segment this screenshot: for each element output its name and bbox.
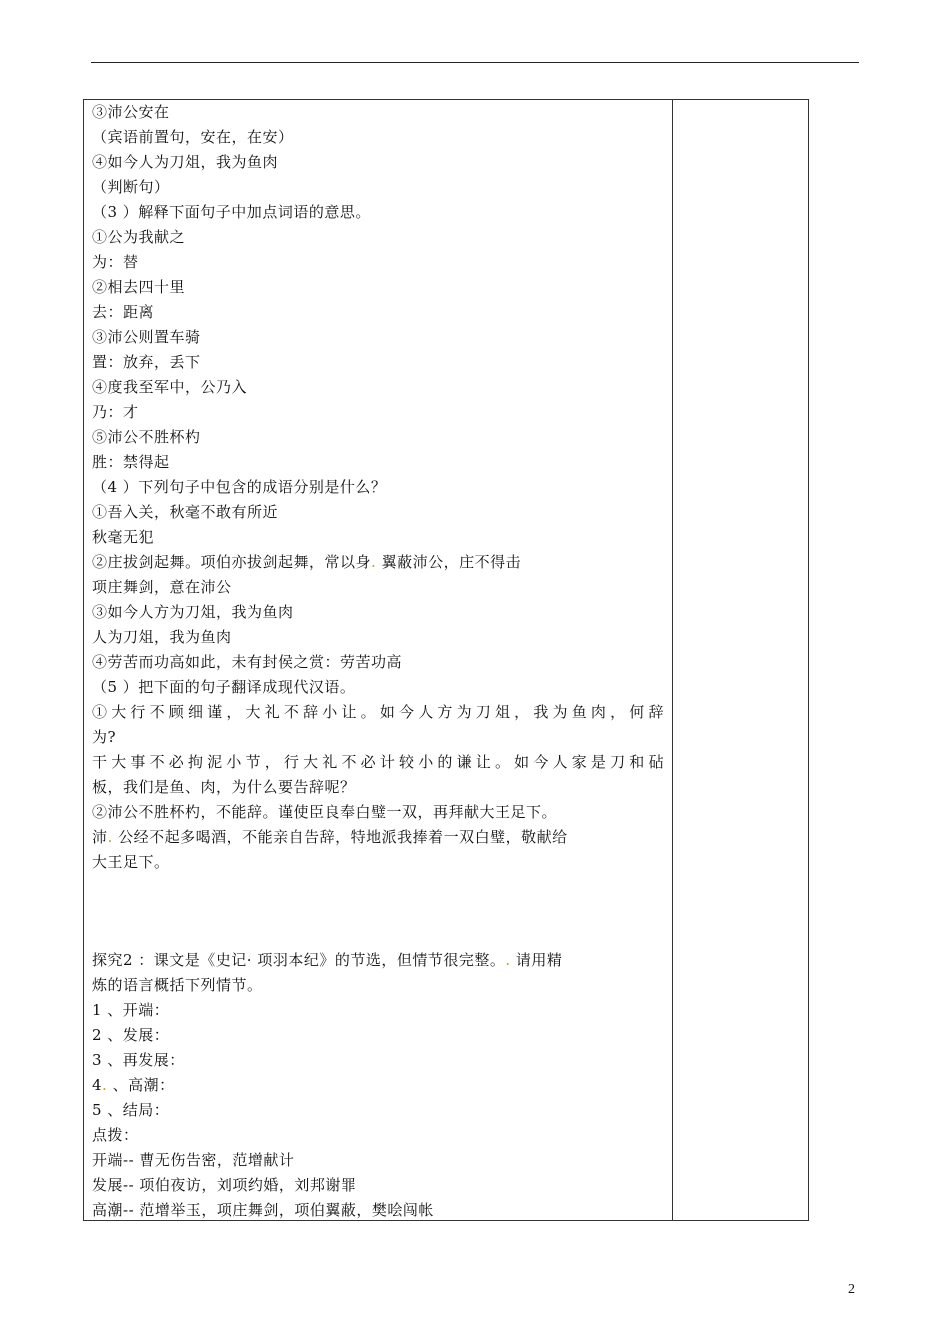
text-line: ①吾入关，秋毫不敢有所近	[92, 503, 279, 521]
emphasis-dot: .	[102, 1076, 108, 1094]
text-segment: 4	[92, 1076, 103, 1094]
text-line: ③沛公安在	[92, 103, 170, 121]
text-line: 项庄舞剑，意在沛公	[92, 578, 232, 596]
text-line: 置：放弃，丢下	[92, 353, 201, 371]
text-line: （3 ）解释下面句子中加点词语的意思。	[92, 203, 371, 221]
text-line: ④劳苦而功高如此，未有封侯之赏：劳苦功高	[92, 653, 403, 671]
text-line: 为：替	[92, 253, 139, 271]
text-line	[92, 1075, 175, 1095]
text-line: ②相去四十里	[92, 278, 186, 296]
text-line: 人为刀俎，我为鱼肉	[92, 628, 232, 646]
text-line: 板，我们是鱼、肉，为什么要告辞呢？	[92, 778, 356, 796]
text-line: 大王足下。	[92, 853, 170, 871]
text-line: 炼的语言概括下列情节。	[92, 976, 263, 994]
text-line: ③沛公则置车骑	[92, 328, 201, 346]
text-line: 发展-- 项伯夜访，刘项约婚，刘邦谢罪	[92, 1176, 357, 1194]
text-line: ①公为我献之	[92, 228, 186, 246]
header-rule	[91, 62, 859, 63]
emphasis-dot: .	[505, 951, 511, 969]
text-line: 去：距离	[92, 303, 155, 321]
emphasis-dot: .	[371, 553, 377, 571]
text-line: （宾语前置句，安在，在安）	[92, 128, 294, 146]
text-line: （5 ）把下面的句子翻译成现代汉语。	[92, 678, 356, 696]
text-line: 5 、结局：	[92, 1101, 170, 1119]
text-line: 为?	[92, 728, 117, 746]
text-line: 点拨：	[92, 1126, 139, 1144]
text-line: ④如今人为刀俎，我为鱼肉	[92, 153, 279, 171]
text-segment: 、高潮：	[112, 1076, 175, 1094]
text-line: 胜：禁得起	[92, 453, 170, 471]
text-segment: 探究2 ：课文是《史记· 项羽本纪》的节选，但情节很完整。	[92, 951, 506, 969]
text-segment: 翼蔽沛公，庄不得击	[381, 553, 522, 571]
emphasis-dot: .	[107, 828, 113, 846]
text-line	[92, 950, 562, 970]
text-segment: 沛	[92, 828, 108, 846]
text-line: 3 、再发展：	[92, 1051, 185, 1069]
text-line	[92, 552, 521, 572]
text-line: 秋毫无犯	[92, 528, 155, 546]
text-line: 1 、开端：	[92, 1001, 170, 1019]
text-line: 高潮-- 范增举玉，项庄舞剑，项伯翼蔽，樊哙闯帐	[92, 1201, 434, 1219]
text-line: （判断句）	[92, 178, 170, 196]
text-line: 2 、发展：	[92, 1026, 170, 1044]
text-segment: 公经不起多喝酒，不能亲自告辞，特地派我捧着一双白璧，敬献给	[118, 828, 568, 846]
text-line	[92, 827, 568, 847]
text-segment: 请用精	[515, 951, 563, 969]
text-line: 乃：才	[92, 403, 139, 421]
text-line: ⑤沛公不胜杯杓	[92, 428, 201, 446]
text-segment: ②庄拔剑起舞。项伯亦拔剑起舞，常以身	[92, 553, 372, 571]
text-line: 干大事不必拘泥小节，行大礼不必计较小的谦让。如今人家是刀和砧	[92, 753, 664, 771]
page-number: 2	[848, 1282, 855, 1297]
text-line: 开端-- 曹无伤告密，范增献计	[92, 1151, 295, 1169]
text-line: ③如今人方为刀俎，我为鱼肉	[92, 603, 294, 621]
column-divider	[672, 100, 673, 1220]
text-line: ①大行不顾细谨，大礼不辞小让。如今人方为刀俎，我为鱼肉，何辞	[92, 703, 664, 721]
lesson-table	[83, 99, 809, 1221]
text-line: ④度我至军中，公乃入	[92, 378, 248, 396]
text-line: （4 ）下列句子中包含的成语分别是什么？	[92, 478, 387, 496]
text-line: ②沛公不胜杯杓，不能辞。谨使臣良奉白璧一双，再拜献大王足下。	[92, 803, 558, 821]
